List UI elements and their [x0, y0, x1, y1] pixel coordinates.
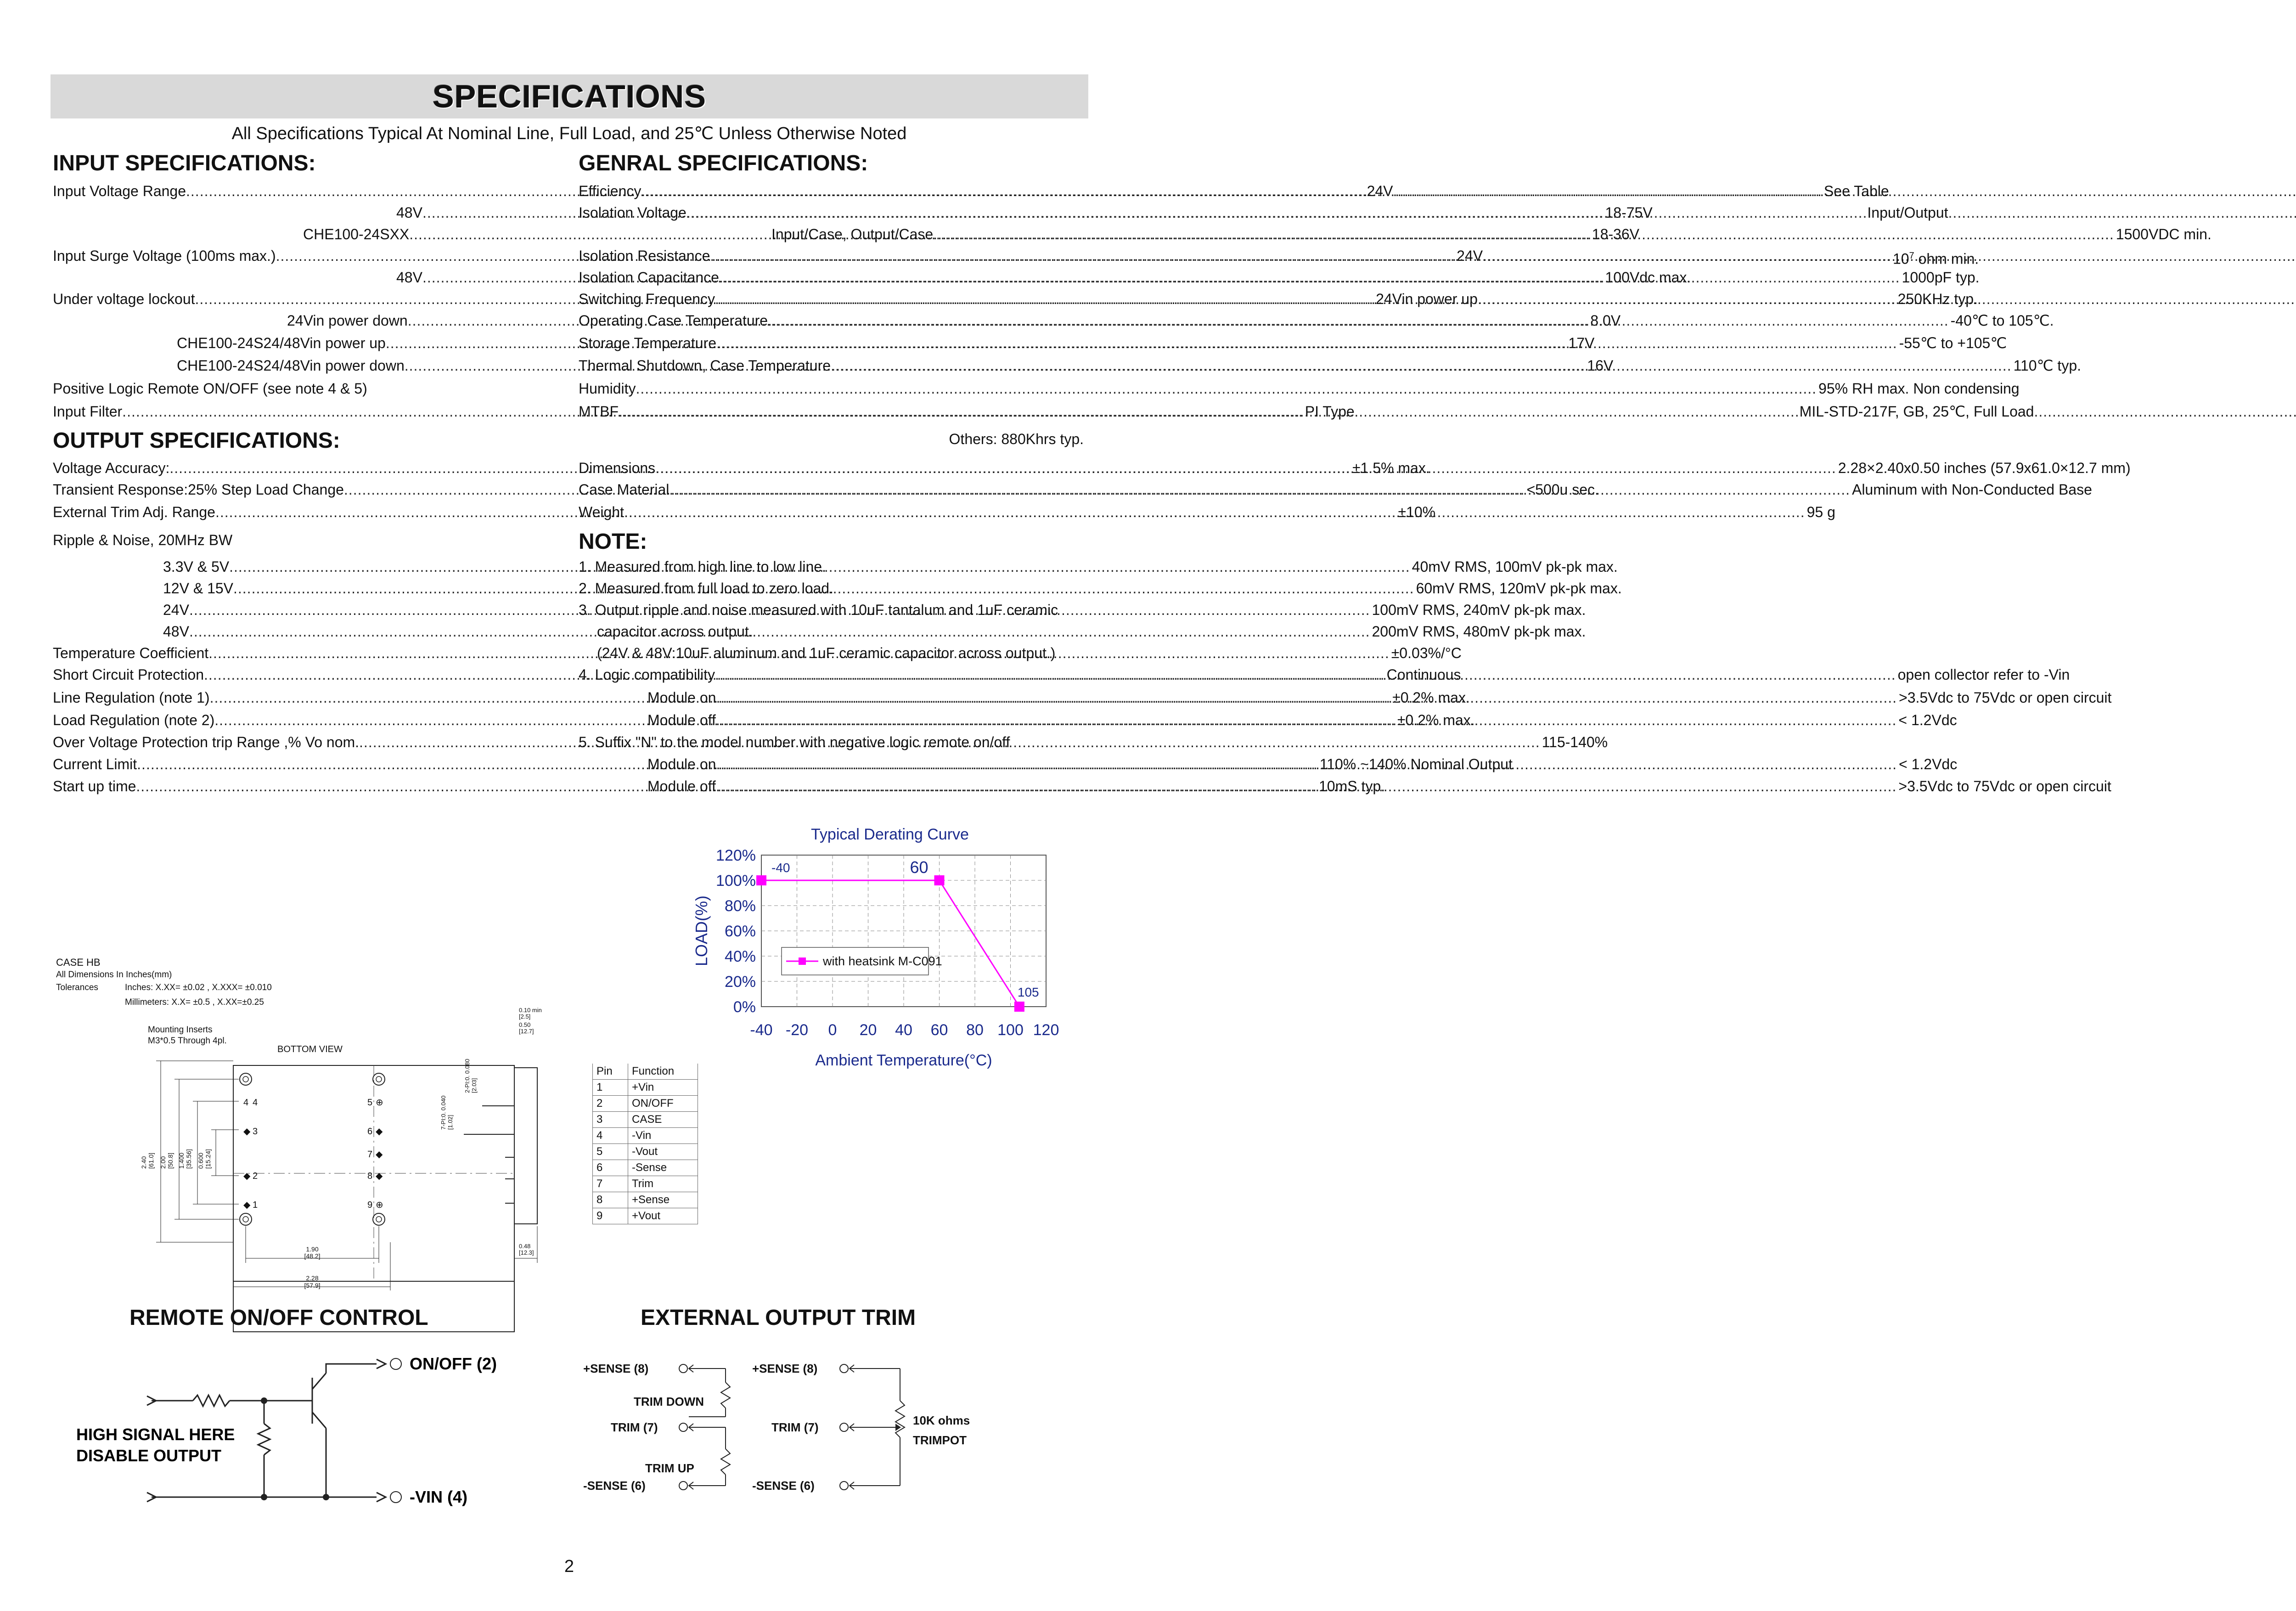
svg-text:◆: ◆: [243, 1200, 251, 1210]
note-3b: capacitor across output.: [597, 623, 753, 640]
y-tick-label: 40%: [724, 948, 756, 965]
isolation-capacitance: Isolation Capacitance ..... 1000pF typ.: [579, 268, 1084, 287]
remote-circuit: [76, 1350, 551, 1515]
inserts-label: Mounting Inserts: [148, 1025, 213, 1035]
ripple-row: 48V ..... 200mV RMS, 480mV pk-pk max.: [53, 622, 540, 641]
y-tick-label: 80%: [724, 897, 756, 915]
pin-table: [592, 1064, 698, 1224]
uvlo-24-down: 24Vin power down ..... 8.0V: [53, 311, 540, 330]
x-tick-label: 120: [1033, 1021, 1059, 1039]
high-signal-label: HIGH SIGNAL HERE: [76, 1425, 235, 1444]
pin-label: 6: [367, 1127, 373, 1137]
terminal-icon: [840, 1364, 848, 1373]
startup-time: Start up time ..... 10mS typ.: [53, 777, 540, 795]
dim-25: [2.5]: [519, 1013, 531, 1020]
dim-482: [48.2]: [304, 1252, 321, 1260]
ripple-label: Ripple & Noise, 20MHz BW: [53, 532, 233, 548]
mounting-insert: [240, 1073, 252, 1085]
bottom-view-label: BOTTOM VIEW: [277, 1044, 343, 1054]
load-regulation: Load Regulation (note 2) ..... ±0.2% max.: [53, 711, 540, 729]
trim-circuit: [583, 1350, 1019, 1525]
sense-minus-label: -SENSE (6): [583, 1479, 646, 1493]
dim-127: [12.7]: [519, 1028, 534, 1035]
disable-output-label: DISABLE OUTPUT: [76, 1446, 222, 1465]
x-tick-label: 0: [828, 1021, 837, 1039]
voltage-accuracy: Voltage Accuracy: ..... ±1.5% max.: [53, 459, 540, 477]
case-material: Case Material ..... Aluminum with Non-Conducted Base: [579, 480, 1084, 499]
dim-508: [50.8]: [167, 1152, 174, 1169]
y-tick-label: 100%: [716, 872, 756, 890]
mounting-insert: [240, 1213, 252, 1225]
efficiency: Efficiency ..... See Table: [579, 182, 1084, 200]
table-row: 1 +Vin: [593, 1080, 698, 1096]
pin-label: 1: [253, 1200, 258, 1210]
dimensions: Dimensions ..... 2.28×2.40x0.50 inches (57.9x61.0×12.7 mm): [579, 459, 1084, 477]
pin-label: 4: [243, 1098, 249, 1108]
terminal-icon: [840, 1423, 848, 1431]
pin-label: 9: [367, 1200, 373, 1210]
data-point: [756, 875, 766, 885]
dim-228: 2.28: [306, 1274, 319, 1282]
dim-123: [12.3]: [519, 1249, 534, 1256]
y-tick-label: 20%: [724, 973, 756, 991]
title-banner: [51, 74, 1088, 118]
table-row: 2 ON/OFF: [593, 1096, 698, 1112]
side-view: [514, 1068, 537, 1224]
ripple-row: 12V & 15V ..... 60mV RMS, 120mV pk-pk max.: [53, 579, 540, 597]
dim-010: 0.10 min: [519, 1007, 542, 1014]
humidity: Humidity ..... 95% RH max. Non condensing: [579, 379, 1084, 398]
transient-response: Transient Response:25% Step Load Change ..... <500u sec.: [53, 480, 540, 499]
input-voltage-24: Input Voltage Range ..... 24V .....: [53, 182, 540, 200]
dim-190: 1.90: [306, 1245, 319, 1253]
current-limit: Current Limit ..... 110% ~140% Nominal Output: [53, 755, 540, 773]
switching-frequency: Switching Frequency ..... 250KHz typ.: [579, 290, 1084, 308]
isolation-resistance: Isolation Resistance ..... $10^7$ ohm min.: [579, 247, 1084, 268]
x-axis-label: Ambient Temperature(°C): [815, 1052, 992, 1069]
pin-label: 5: [367, 1098, 373, 1108]
uvlo-24-up: Under voltage lockout ..... 24Vin power up .....: [53, 290, 540, 308]
note-4: 4. Logic compatibility ..... open collector refer to -Vin: [579, 665, 928, 684]
dim-pin1: 7-PI:0. 0.040: [440, 1095, 447, 1130]
note-5-on: Module on ..... < 1.2Vdc: [579, 755, 1084, 773]
terminal-icon: [679, 1481, 687, 1490]
isolation-voltage: Isolation Voltage ..... Input/Output .....: [579, 203, 1084, 222]
derating-chart: [680, 817, 1084, 1084]
onoff-label: ON/OFF (2): [410, 1354, 497, 1373]
trim-down-label: TRIM DOWN: [634, 1395, 704, 1408]
storage-temperature: Storage Temperature ..... -55℃ to +105℃: [579, 334, 1084, 352]
sense-minus-label-2: -SENSE (6): [752, 1479, 815, 1493]
mounting-insert: [373, 1213, 385, 1225]
page-title: SPECIFICATIONS: [432, 79, 707, 114]
terminal-icon: [679, 1423, 687, 1431]
dim-pin2b: [2.03]: [471, 1078, 478, 1093]
trimpot-label: TRIMPOT: [913, 1433, 967, 1447]
note-4-off: Module off ..... < 1.2Vdc: [579, 711, 1084, 729]
table-row: 6 -Sense: [593, 1160, 698, 1176]
note-5-off: Module off ..... >3.5Vdc to 75Vdc or open circuit: [579, 777, 1084, 795]
terminal-icon: [679, 1364, 687, 1373]
trim7-label-2: TRIM (7): [771, 1420, 819, 1434]
terminal-icon: [840, 1481, 848, 1490]
weight: Weight ..... 95 g: [579, 503, 1084, 521]
input-filter: Input Filter ..... PI Type: [53, 402, 540, 421]
case-outline: [233, 1065, 514, 1332]
mtbf-others: Others: 880Khrs typ.: [949, 431, 1084, 447]
table-row: 8 +Sense: [593, 1192, 698, 1208]
inserts-size: M3*0.5 Through 4pl.: [148, 1036, 227, 1046]
trim7-label: TRIM (7): [611, 1420, 658, 1434]
ovp: Over Voltage Protection trip Range ,% Vo nom. ..... 115-140%: [53, 733, 540, 751]
subtitle: All Specifications Typical At Nominal Line, Full Load, and 25℃ Unless Otherwise Noted: [231, 124, 907, 143]
dim-579: [57.9]: [304, 1282, 321, 1289]
chart-title: Typical Derating Curve: [811, 826, 969, 843]
dim-200: 2.00: [159, 1156, 167, 1169]
dim-0600: 0.600: [197, 1152, 204, 1169]
ripple-row: 24V ..... 100mV RMS, 240mV pk-pk max.: [53, 601, 540, 619]
input-surge-24: Input Surge Voltage (100ms max.) ..... 24V .....: [53, 247, 540, 265]
y-axis-label: LOAD(%): [692, 895, 711, 967]
short-circuit: Short Circuit Protection ..... Continuous: [53, 665, 540, 684]
note-1: 1. Measured from high line to low line.: [579, 558, 826, 575]
tolerance-mm: Millimeters: X.X= ±0.5 , X.XX=±0.25: [125, 997, 264, 1007]
dim-pin2: 2-PI:0. 0.080: [464, 1059, 471, 1093]
thermal-shutdown: Thermal Shutdown, Case Temperature ..... 110℃ typ.: [579, 356, 1084, 375]
ripple-row: 3.3V & 5V ..... 40mV RMS, 100mV pk-pk max.: [53, 558, 540, 576]
pin-label: 2: [253, 1171, 258, 1181]
junction-dot: [323, 1494, 329, 1500]
input-heading: INPUT SPECIFICATIONS:: [53, 151, 316, 175]
pin-label: 3: [253, 1127, 258, 1137]
temp-coefficient: Temperature Coefficient ..... ±0.03%/°C: [53, 644, 540, 662]
dims-note: All Dimensions In Inches(mm): [56, 970, 172, 980]
data-point: [1014, 1002, 1024, 1012]
table-row: 3 CASE: [593, 1112, 698, 1128]
x-tick-label: -20: [785, 1021, 809, 1039]
svg-text:⊕: ⊕: [376, 1200, 383, 1210]
sense-plus-label: +SENSE (8): [583, 1362, 649, 1375]
remote-heading: REMOTE ON/OFF CONTROL: [129, 1306, 428, 1330]
junction-dot: [261, 1397, 267, 1404]
mtbf: MTBF ..... MIL-STD-217F, GB, 25℃, Full Load .....: [579, 402, 1084, 421]
junction-dot: [261, 1494, 267, 1500]
trimpot-value: 10K ohms: [913, 1414, 970, 1427]
isolation-voltage-case: Input/Case, Output/Case ..... 1500VDC min.: [579, 225, 1084, 243]
uvlo-48-down: CHE100-24S24/48Vin power down ..... 16V: [53, 356, 540, 375]
svg-text:◆: ◆: [243, 1127, 251, 1137]
x-tick-label: 80: [966, 1021, 984, 1039]
legend: [782, 947, 942, 975]
dim-048: 0.48: [519, 1243, 531, 1250]
svg-text:◆: ◆: [376, 1127, 383, 1137]
note-5: 5. Suffix "N" to the model number with negative logic remote on/off: [579, 734, 1010, 750]
svg-text:⊕: ⊕: [376, 1098, 383, 1108]
note-3: 3. Output ripple and noise measured with 10uF tantalum and 1uF ceramic: [579, 602, 1058, 618]
table-row: 9 +Vout: [593, 1208, 698, 1224]
annotation-60: 60: [910, 858, 929, 877]
note-4-on: Module on ..... >3.5Vdc to 75Vdc or open circuit: [579, 688, 1084, 707]
y-tick-labels: [716, 847, 756, 1016]
terminal-icon: [390, 1492, 401, 1503]
uvlo-48-up: CHE100-24S24/48Vin power up ..... 17V: [53, 334, 540, 352]
dim-pin1b: [1.02]: [447, 1115, 454, 1130]
x-tick-label: 20: [859, 1021, 877, 1039]
vin-label: -VIN (4): [410, 1487, 467, 1506]
tolerance-label: Tolerances: [56, 983, 98, 992]
pin-label: 7: [367, 1149, 373, 1160]
input-surge-48: 48V ..... 100Vdc max.: [53, 268, 540, 287]
dim-1524: [15.24]: [204, 1149, 212, 1169]
dim-1400: 1.400: [178, 1152, 185, 1169]
dim-240: 2.40: [140, 1156, 147, 1169]
x-tick-label: -40: [750, 1021, 773, 1039]
annotation-minus40: -40: [771, 861, 790, 875]
note-3c: (24V & 48V:10uF aluminum and 1uF ceramic capacitor across output.): [597, 645, 1056, 661]
grid: [761, 855, 1046, 1007]
table-header-row: Pin Function: [593, 1064, 698, 1080]
data-point: [934, 875, 945, 885]
trim-heading: EXTERNAL OUTPUT TRIM: [641, 1306, 916, 1330]
svg-text:◆: ◆: [376, 1171, 383, 1181]
x-tick-label: 60: [930, 1021, 948, 1039]
dim-610: [61.0]: [147, 1152, 155, 1169]
case-label: CASE HB: [56, 957, 101, 968]
note-heading: NOTE:: [579, 529, 647, 554]
trim-range: External Trim Adj. Range ..... ±10%: [53, 503, 540, 521]
table-row: 4 -Vin: [593, 1128, 698, 1144]
y-tick-label: 0%: [733, 998, 756, 1016]
dim-050: 0.50: [519, 1021, 531, 1028]
general-heading: GENRAL SPECIFICATIONS:: [579, 151, 868, 175]
output-heading: OUTPUT SPECIFICATIONS:: [53, 428, 340, 453]
mounting-insert: [373, 1073, 385, 1085]
legend-label: with heatsink M-C091: [823, 954, 942, 968]
x-tick-labels: [750, 1021, 1059, 1039]
line-regulation: Line Regulation (note 1) ..... ±0.2% max.: [53, 688, 540, 707]
table-row: 7 Trim: [593, 1176, 698, 1192]
input-voltage-sxx: CHE100-24SXX ..... 18-36V: [53, 225, 540, 243]
terminal-icon: [390, 1358, 401, 1369]
page-number: 2: [564, 1557, 574, 1576]
series-line: [761, 880, 1019, 1007]
x-tick-label: 40: [895, 1021, 912, 1039]
y-tick-label: 120%: [716, 847, 756, 864]
pin-label: 4: [253, 1098, 258, 1108]
input-voltage-48: 48V ..... 18-75V: [53, 203, 540, 222]
remote-onoff: Positive Logic Remote ON/OFF (see note 4 & 5): [53, 380, 367, 397]
svg-text:◆: ◆: [243, 1171, 251, 1181]
series-points: [756, 875, 1024, 1012]
y-tick-label: 60%: [724, 923, 756, 940]
x-tick-label: 100: [997, 1021, 1024, 1039]
tolerance-inches: Inches: X.XX= ±0.02 , X.XXX= ±0.010: [125, 983, 272, 992]
svg-text:◆: ◆: [376, 1149, 383, 1160]
annotation-105: 105: [1017, 985, 1039, 999]
table-row: 5 -Vout: [593, 1144, 698, 1160]
dim-3556: [35.56]: [185, 1149, 192, 1169]
trim-up-label: TRIM UP: [645, 1461, 694, 1475]
pin-label: 8: [367, 1171, 373, 1181]
sense-plus-label-2: +SENSE (8): [752, 1362, 818, 1375]
note-2: 2. Measured from full load to zero load.: [579, 580, 833, 597]
operating-temperature: Operating Case Temperature ..... -40℃ to 105℃.: [579, 311, 1084, 330]
